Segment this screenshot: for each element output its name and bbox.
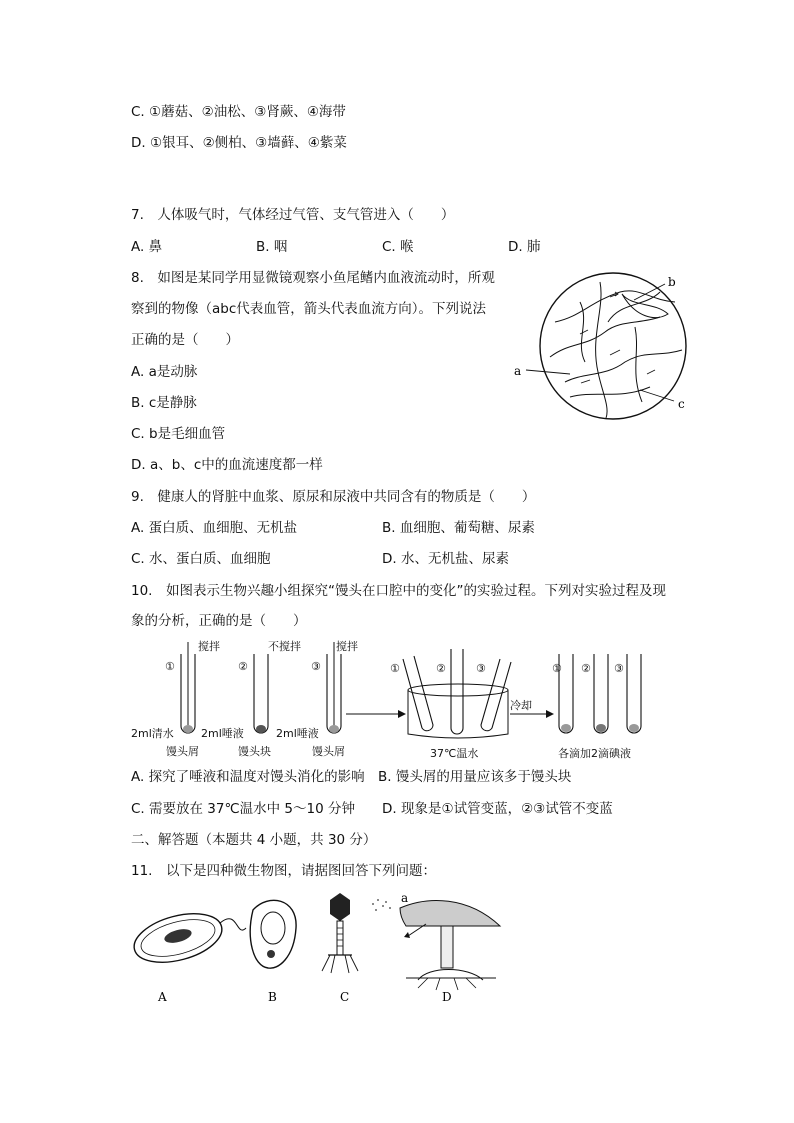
fig11-label-C: C bbox=[340, 990, 350, 1004]
cool-label: 冷却 bbox=[510, 699, 532, 712]
tube1-number: ① bbox=[165, 660, 175, 673]
q8-option-a: A. a是动脉 bbox=[131, 364, 198, 380]
tube3-stir: 搅拌 bbox=[336, 640, 358, 653]
tube2-number: ② bbox=[238, 660, 248, 673]
fig8-label-b: b bbox=[668, 275, 676, 289]
tube1-substance: 馒头屑 bbox=[166, 745, 199, 758]
q7-option-c: C. 喉 bbox=[382, 239, 414, 255]
mushroom-icon bbox=[372, 899, 500, 990]
q10-option-d: D. 现象是①试管变蓝，②③试管不变蓝 bbox=[382, 801, 613, 817]
tube2-no-stir: 不搅拌 bbox=[268, 640, 301, 653]
fig11-label-D: D bbox=[442, 990, 452, 1004]
fig8-label-c: c bbox=[678, 397, 685, 411]
q6-option-c: C. ①蘑菇、②油松、③肾蕨、④海带 bbox=[131, 104, 346, 120]
tube3-number: ③ bbox=[311, 660, 321, 673]
q10-option-a: A. 探究了唾液和温度对馒头消化的影响 bbox=[131, 769, 365, 785]
final-tube2-number: ② bbox=[581, 662, 591, 675]
q8-option-b: B. c是静脉 bbox=[131, 395, 197, 411]
tube3-substance: 馒头屑 bbox=[312, 745, 345, 758]
final-tube3-number: ③ bbox=[614, 662, 624, 675]
iodine-label: 各滴加2滴碘液 bbox=[558, 747, 631, 760]
final-tube1-number: ① bbox=[552, 662, 562, 675]
q7-stem: 7. 人体吸气时，气体经过气管、支气管进入（ ） bbox=[131, 207, 455, 223]
microorganisms-figure bbox=[128, 888, 508, 1008]
fig8-label-a: a bbox=[514, 364, 522, 378]
q7-option-d: D. 肺 bbox=[508, 239, 541, 255]
fig11-label-a: a bbox=[401, 891, 409, 905]
bath-label: 37℃温水 bbox=[430, 747, 479, 760]
fig11-label-A: A bbox=[158, 990, 167, 1004]
bath-tube2-number: ② bbox=[436, 662, 446, 675]
blood-vessel-micrograph bbox=[510, 262, 700, 432]
q9-stem: 9. 健康人的肾脏中血浆、原尿和尿液中共同含有的物质是（ ） bbox=[131, 489, 536, 505]
q10-stem-line1: 10. 如图表示生物兴趣小组探究“馒头在口腔中的变化”的实验过程。下列对实验过程及现 bbox=[131, 583, 666, 599]
fig11-label-B: B bbox=[268, 990, 277, 1004]
bath-tube1-number: ① bbox=[390, 662, 400, 675]
q8-stem-line1: 8. 如图是某同学用显微镜观察小鱼尾鳍内血液流动时，所观 bbox=[131, 270, 495, 286]
q10-option-b: B. 馒头屑的用量应该多于馒头块 bbox=[378, 769, 572, 785]
q8-option-d: D. a、b、c中的血流速度都一样 bbox=[131, 457, 323, 473]
tube2-substance: 馒头块 bbox=[238, 745, 271, 758]
experiment-diagram bbox=[128, 634, 668, 764]
virus-icon bbox=[322, 893, 358, 973]
q10-stem-line2: 象的分析，正确的是（ ） bbox=[131, 613, 307, 629]
q8-stem-line2: 察到的物像（abc代表血管，箭头代表血流方向）。下列说法 bbox=[131, 301, 487, 317]
q6-option-d: D. ①银耳、②侧柏、③墙藓、④紫菜 bbox=[131, 135, 347, 151]
tube1-liquid: 2ml清水 bbox=[131, 727, 174, 740]
yeast-icon bbox=[250, 900, 296, 968]
q11-stem: 11. 以下是四种微生物图，请据图回答下列问题： bbox=[131, 863, 436, 879]
q7-option-b: B. 咽 bbox=[256, 239, 288, 255]
q7-option-a: A. 鼻 bbox=[131, 239, 163, 255]
q8-stem-line3: 正确的是（ ） bbox=[131, 332, 239, 348]
q8-option-c: C. b是毛细血管 bbox=[131, 426, 226, 442]
tube1-stir: 搅拌 bbox=[198, 640, 220, 653]
bacterium-icon bbox=[129, 905, 246, 971]
q9-option-b: B. 血细胞、葡萄糖、尿素 bbox=[382, 520, 535, 536]
tube3-liquid: 2ml唾液 bbox=[276, 727, 319, 740]
q9-option-c: C. 水、蛋白质、血细胞 bbox=[131, 551, 271, 567]
q9-option-d: D. 水、无机盐、尿素 bbox=[382, 551, 509, 567]
section2-title: 二、解答题（本题共 4 小题，共 30 分） bbox=[131, 832, 377, 848]
bath-tube3-number: ③ bbox=[476, 662, 486, 675]
q10-option-c: C. 需要放在 37℃温水中 5～10 分钟 bbox=[131, 801, 355, 817]
q9-option-a: A. 蛋白质、血细胞、无机盐 bbox=[131, 520, 298, 536]
tube2-liquid: 2ml唾液 bbox=[201, 727, 244, 740]
